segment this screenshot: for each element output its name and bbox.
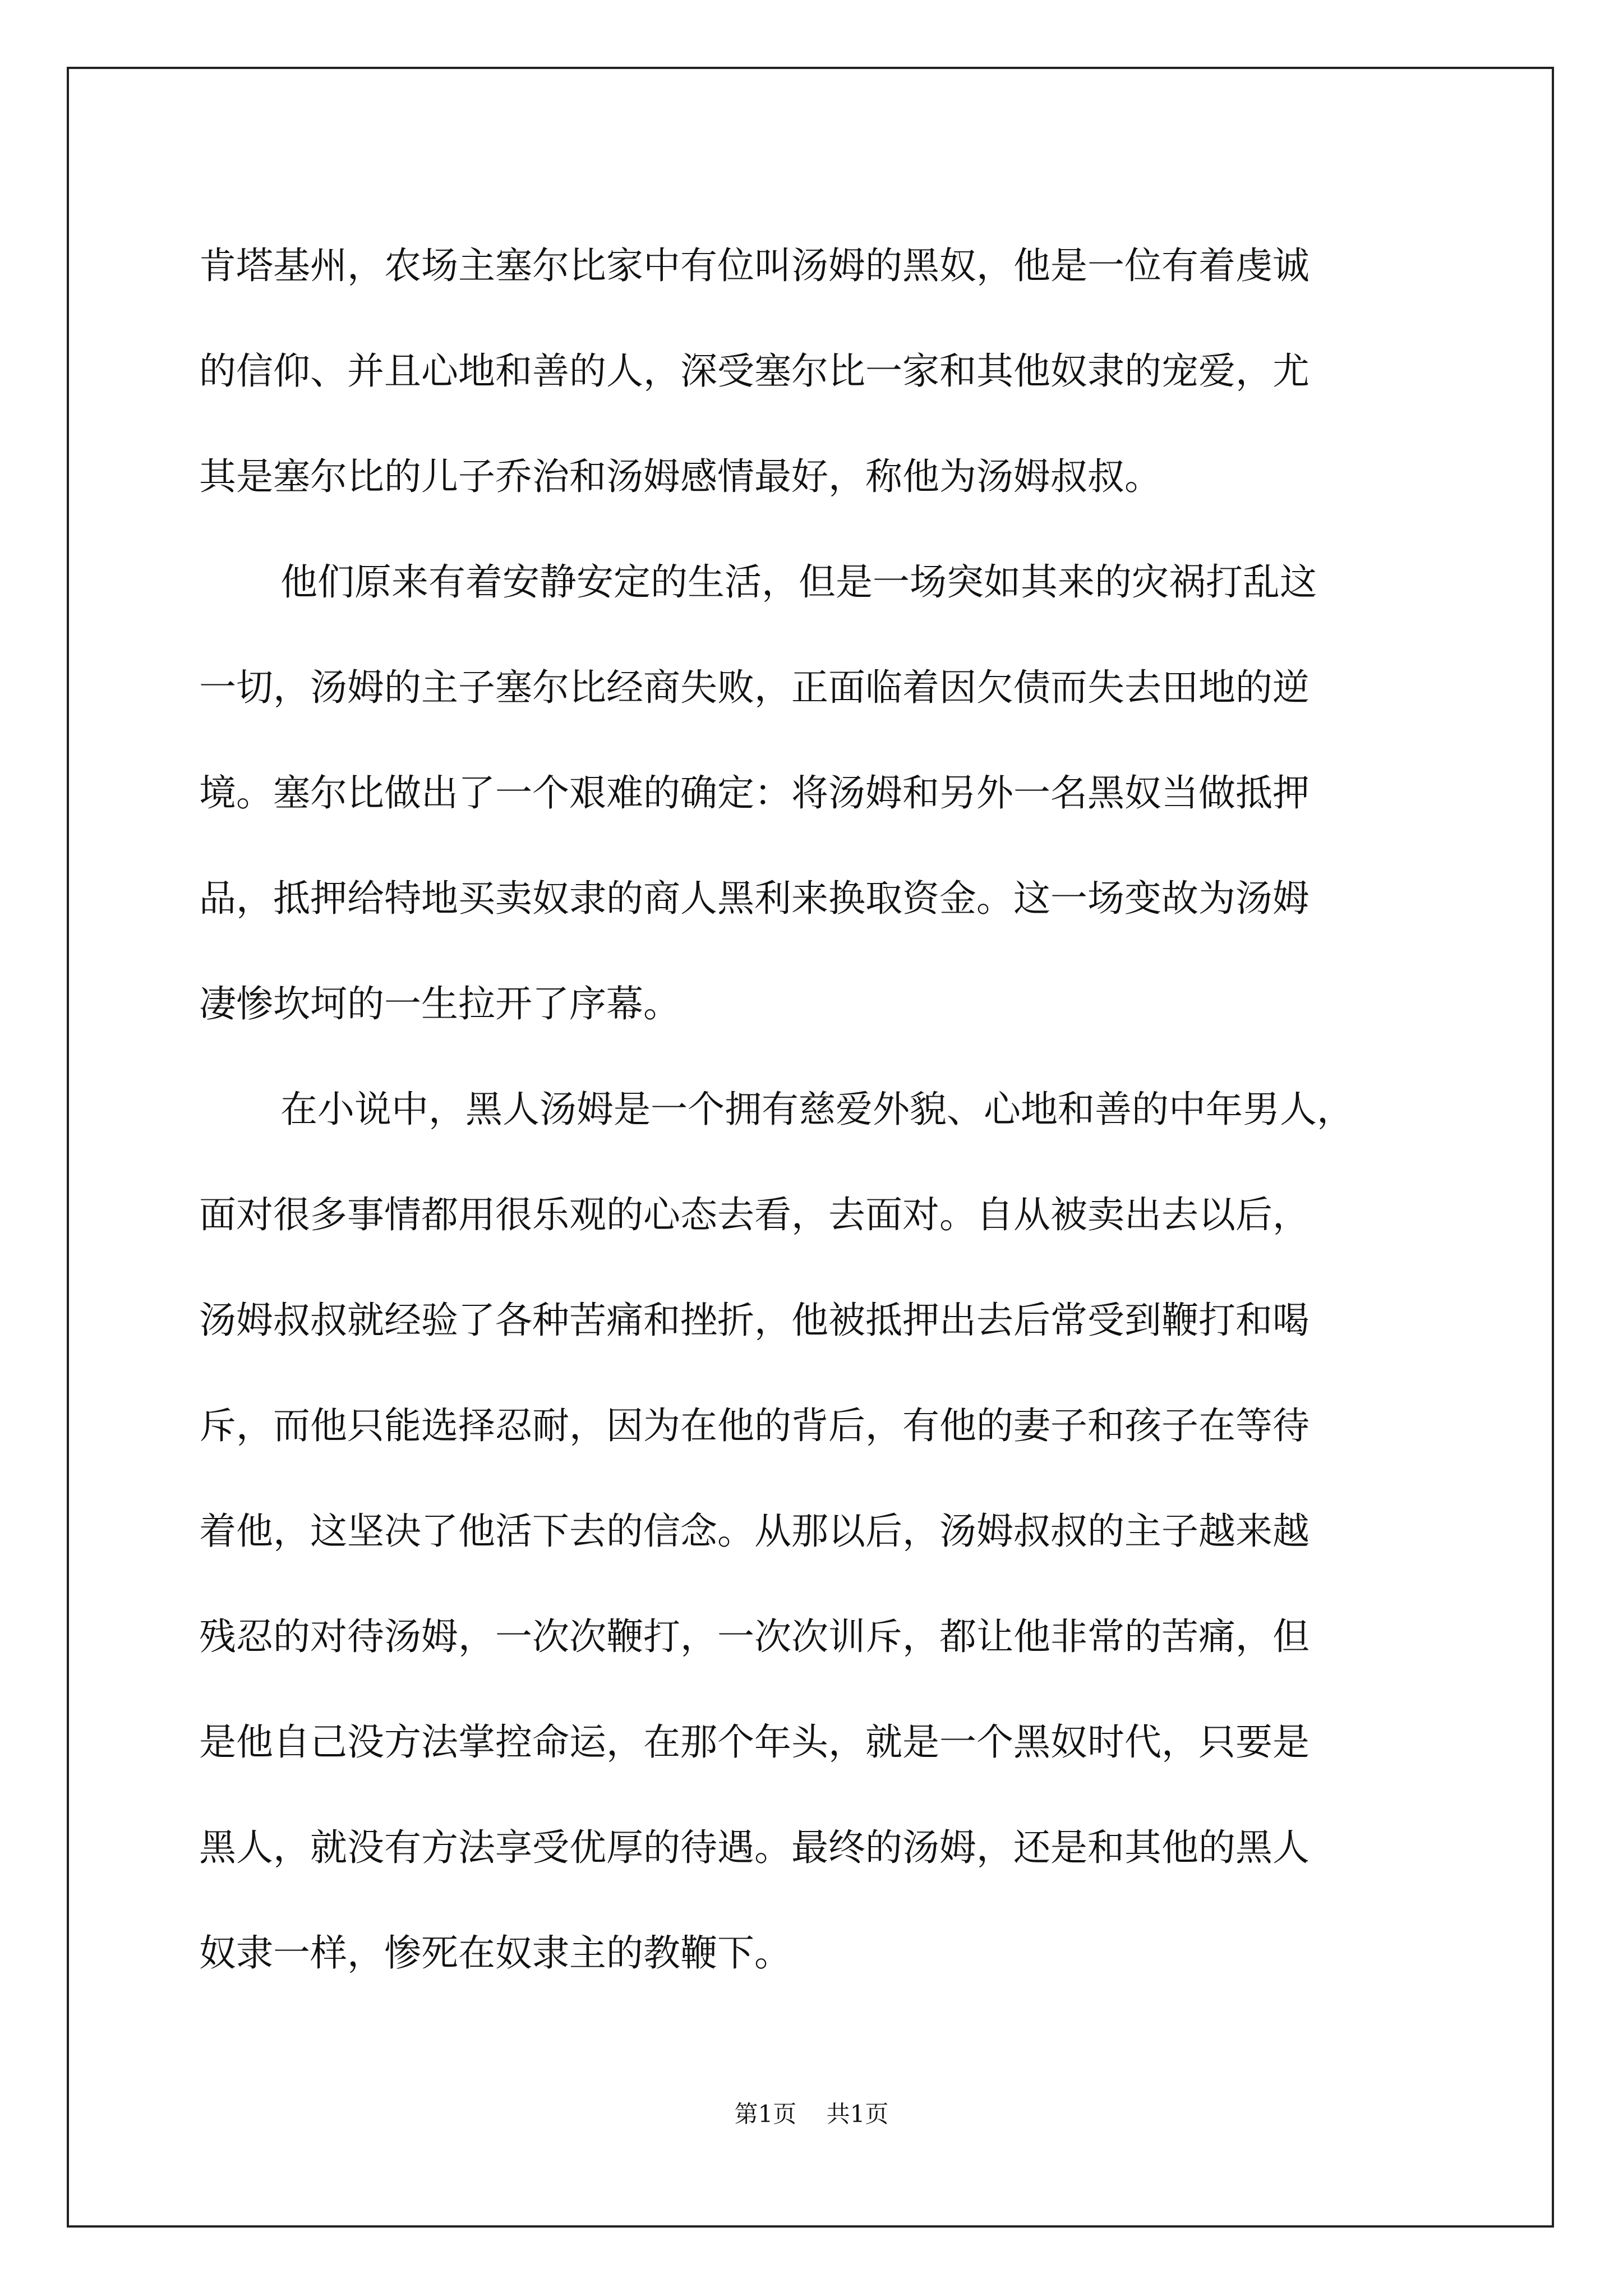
text-line: 一切，汤姆的主子塞尔比经商失败，正面临着因欠债而失去田地的逆 [199, 666, 1310, 709]
page-number: 第1页 [734, 2100, 797, 2128]
page-total: 共1页 [826, 2100, 889, 2128]
text-line: 着他，这坚决了他活下去的信念。从那以后，汤姆叔叔的主子越来越 [199, 1510, 1310, 1553]
text-line: 凄惨坎坷的一生拉开了序幕。 [199, 982, 680, 1025]
paragraph-1 [199, 213, 1433, 530]
text-line: 斥，而他只能选择忍耐，因为在他的背后，有他的妻子和孩子在等待 [199, 1404, 1310, 1447]
text-line: 残忍的对待汤姆，一次次鞭打，一次次训斥，都让他非常的苦痛，但 [199, 1615, 1310, 1658]
text-line: 品，抵押给特地买卖奴隶的商人黑利来换取资金。这一场变故为汤姆 [199, 877, 1310, 920]
text-line: 他们原来有着安静安定的生活，但是一场突如其来的灾祸打乱这 [280, 560, 1317, 604]
paragraph-3 [199, 1057, 1433, 2006]
text-line: 在小说中，黑人汤姆是一个拥有慈爱外貌、心地和善的中年男人， [280, 1088, 1354, 1131]
text-line: 境。塞尔比做出了一个艰难的确定：将汤姆和另外一名黑奴当做抵押 [199, 771, 1310, 815]
document-body [199, 213, 1433, 2006]
paragraph-2 [199, 530, 1433, 1057]
text-line: 汤姆叔叔就经验了各种苦痛和挫折，他被抵押出去后常受到鞭打和喝 [199, 1299, 1310, 1342]
text-line: 面对很多事情都用很乐观的心态去看，去面对。自从被卖出去以后， [199, 1193, 1310, 1236]
text-line: 肯塔基州，农场主塞尔比家中有位叫汤姆的黑奴，他是一位有着虔诚 [199, 244, 1310, 287]
text-line: 奴隶一样，惨死在奴隶主的教鞭下。 [199, 1931, 791, 1975]
text-line: 黑人，就没有方法享受优厚的待遇。最终的汤姆，还是和其他的黑人 [199, 1826, 1310, 1869]
page-footer [0, 2096, 1623, 2129]
text-line: 其是塞尔比的儿子乔治和汤姆感情最好，称他为汤姆叔叔。 [199, 455, 1161, 498]
text-line: 的信仰、并且心地和善的人，深受塞尔比一家和其他奴隶的宠爱，尤 [199, 349, 1310, 393]
text-line: 是他自己没方法掌控命运，在那个年头，就是一个黑奴时代，只要是 [199, 1720, 1310, 1764]
